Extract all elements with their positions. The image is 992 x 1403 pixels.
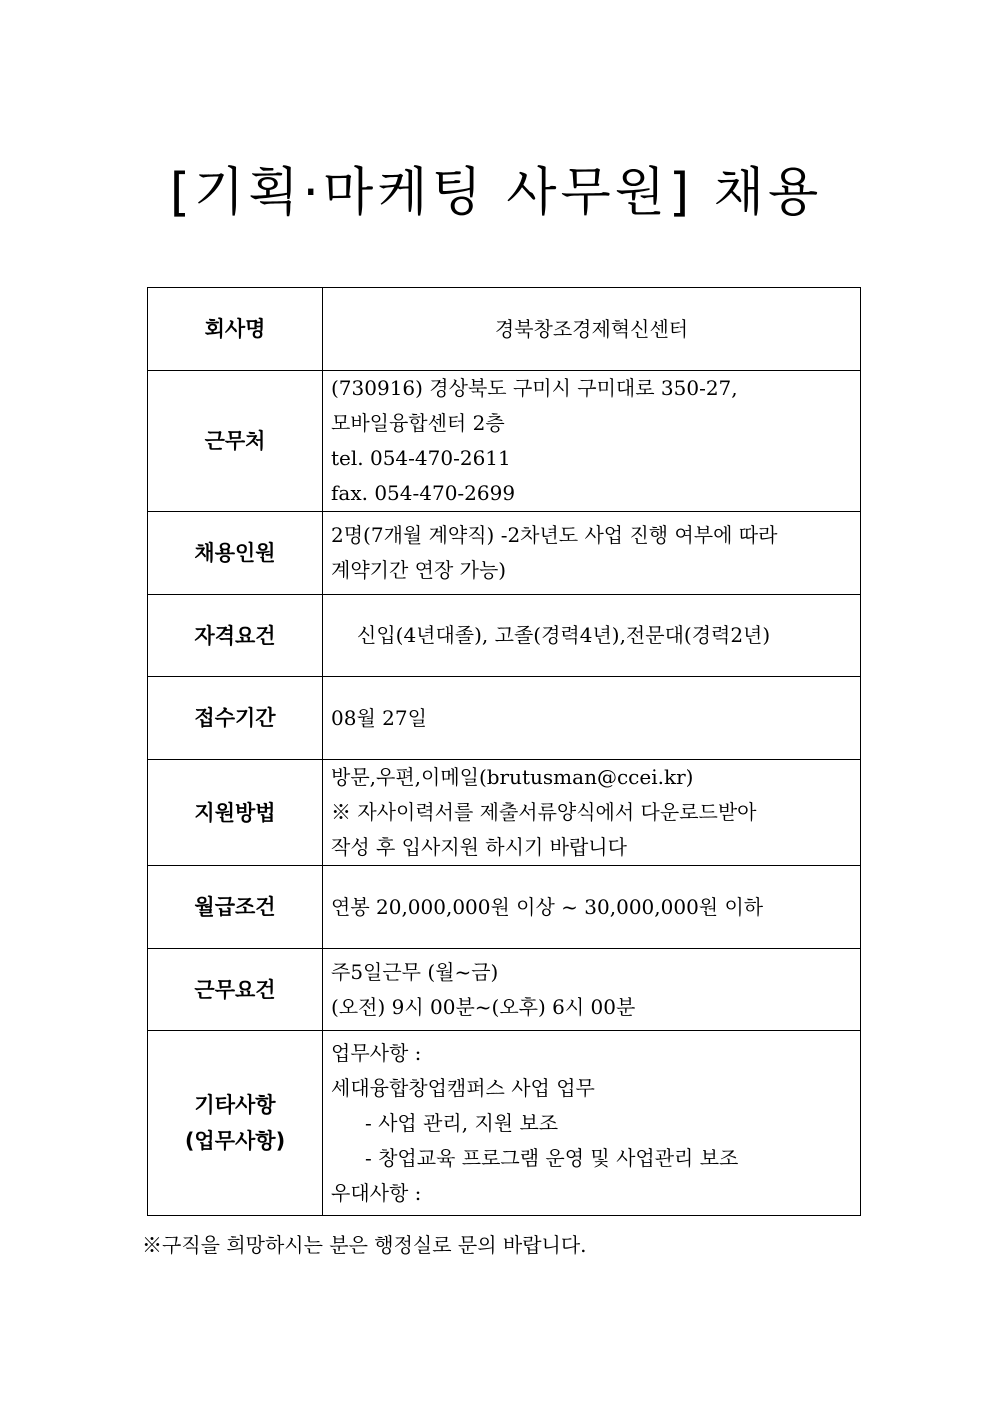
qualification-line: 신입(4년대졸), 고졸(경력4년),전문대(경력2년) bbox=[357, 623, 771, 647]
period-line: 08월 27일 bbox=[331, 705, 427, 730]
table-row bbox=[148, 866, 861, 949]
row-value-period bbox=[323, 677, 861, 760]
row-label-apply-method: 지원방법 bbox=[148, 760, 323, 866]
row-label-company: 회사명 bbox=[148, 288, 323, 371]
row-label-workplace: 근무처 bbox=[148, 371, 323, 512]
job-info-table bbox=[147, 287, 861, 1216]
table-row bbox=[148, 371, 861, 512]
table-row bbox=[148, 288, 861, 371]
work-conditions-line: (오전) 9시 00분~(오후) 6시 00분 bbox=[331, 994, 636, 1019]
preference-heading: 우대사항 : bbox=[331, 1180, 422, 1205]
row-value-work-conditions bbox=[323, 949, 861, 1031]
row-value-headcount bbox=[323, 512, 861, 595]
table-row bbox=[148, 677, 861, 760]
fax-number: fax. 054-470-2699 bbox=[331, 481, 516, 505]
row-value-salary bbox=[323, 866, 861, 949]
row-value-apply-method bbox=[323, 760, 861, 866]
row-label-salary: 월급조건 bbox=[148, 866, 323, 949]
page-title: [기획·마케팅 사무원] 채용 bbox=[169, 163, 823, 223]
row-label-other bbox=[148, 1031, 323, 1216]
table-row bbox=[148, 595, 861, 677]
tel-number: tel. 054-470-2611 bbox=[331, 446, 511, 470]
company-name: 경북창조경제혁신센터 bbox=[494, 316, 689, 341]
duties-heading: 업무사항 : bbox=[331, 1040, 422, 1065]
row-value-other bbox=[323, 1031, 861, 1216]
duties-bullet: - 창업교육 프로그램 운영 및 사업관리 보조 bbox=[365, 1145, 739, 1170]
apply-method-line: ※ 자사이력서를 제출서류양식에서 다운로드받아 bbox=[331, 800, 757, 824]
apply-method-line: 방문,우편,이메일(brutusman@ccei.kr) bbox=[331, 765, 694, 789]
address-detail: 모바일융합센터 2층 bbox=[331, 411, 505, 435]
row-label-qualification: 자격요건 bbox=[148, 595, 323, 677]
apply-method-line: 작성 후 입사지원 하시기 바랍니다 bbox=[331, 835, 627, 859]
row-label-period: 접수기간 bbox=[148, 677, 323, 760]
duties-bullet: - 사업 관리, 지원 보조 bbox=[365, 1110, 559, 1135]
table-row bbox=[148, 760, 861, 866]
headcount-line: 2명(7개월 계약직) -2차년도 사업 진행 여부에 따라 bbox=[331, 523, 778, 547]
row-value-qualification bbox=[323, 595, 861, 677]
other-label-line: 기타사항 bbox=[194, 1093, 276, 1117]
headcount-line: 계약기간 연장 가능) bbox=[331, 558, 507, 582]
duties-line: 세대융합창업캠퍼스 사업 업무 bbox=[331, 1075, 595, 1100]
table-row bbox=[148, 512, 861, 595]
row-label-work-conditions: 근무요건 bbox=[148, 949, 323, 1031]
footer-note: ※구직을 희망하시는 분은 행정실로 문의 바랍니다. bbox=[142, 1233, 587, 1257]
row-value-workplace bbox=[323, 371, 861, 512]
address-line: (730916) 경상북도 구미시 구미대로 350-27, bbox=[331, 376, 738, 400]
row-label-headcount: 채용인원 bbox=[148, 512, 323, 595]
table-row bbox=[148, 949, 861, 1031]
row-value-company bbox=[323, 288, 861, 371]
table-row bbox=[148, 1031, 861, 1216]
work-conditions-line: 주5일근무 (월~금) bbox=[331, 959, 499, 984]
salary-line: 연봉 20,000,000원 이상 ~ 30,000,000원 이하 bbox=[331, 894, 764, 919]
other-label-line: (업무사항) bbox=[184, 1129, 286, 1153]
